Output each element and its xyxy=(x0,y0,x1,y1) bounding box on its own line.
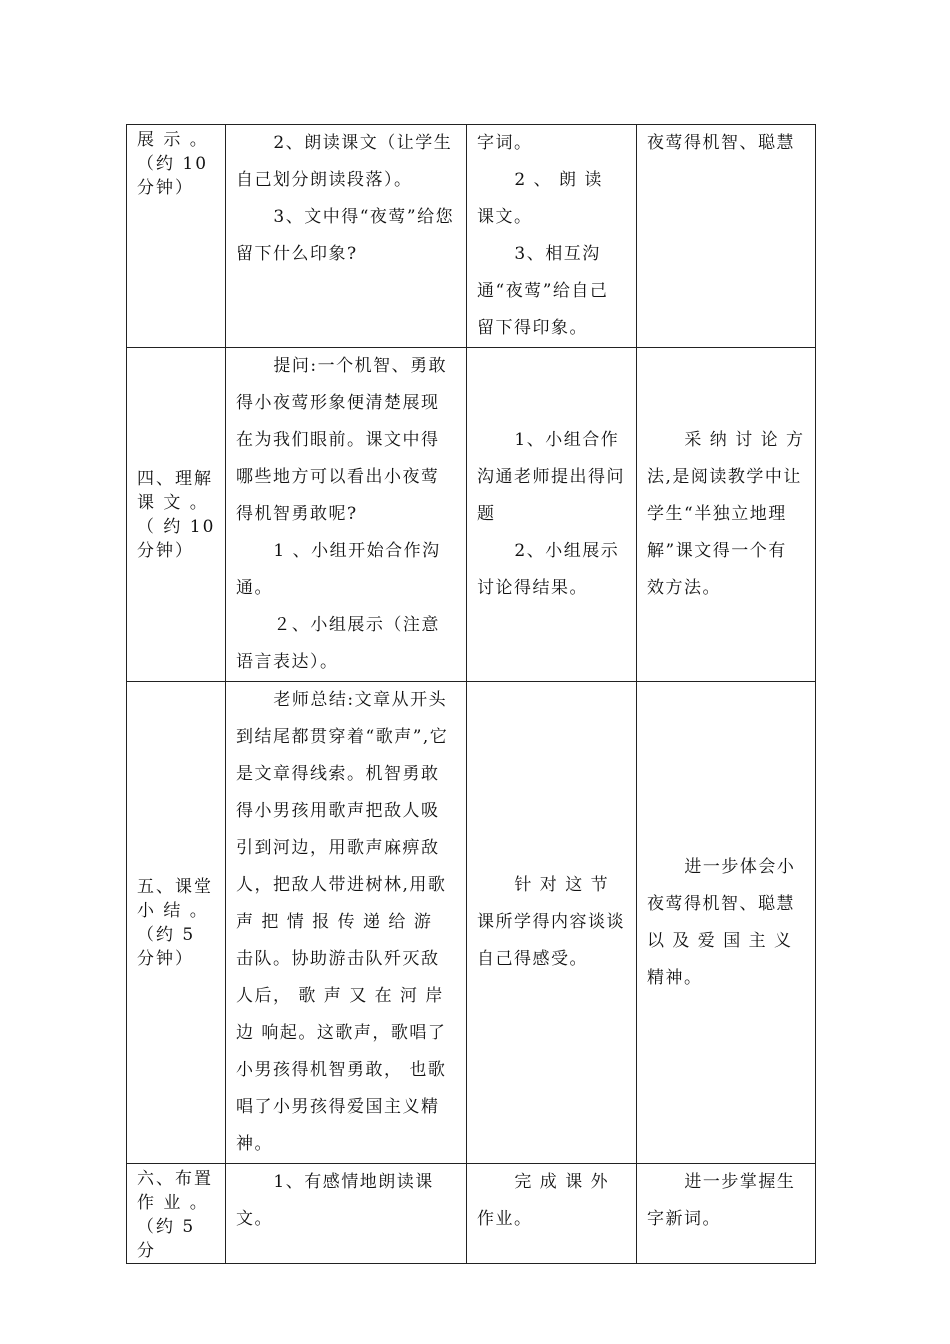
design-intent-text: 夜莺得机智、聪慧 xyxy=(647,133,795,153)
design-intent-cell xyxy=(637,1164,816,1264)
student-activity-cell xyxy=(467,125,637,348)
student-activity-text: 3、相互沟通“夜莺”给自己留下得印象。 xyxy=(477,244,609,338)
teacher-activity-text: 1 、小组开始合作沟通。 xyxy=(236,541,441,598)
student-activity-text: 2、小组展示讨论得结果。 xyxy=(477,541,620,598)
teacher-activity-cell xyxy=(226,125,467,348)
design-intent-cell xyxy=(637,348,816,682)
teacher-activity-text: 提问:一个机智、勇敢得小夜莺形象便清楚展现在为我们眼前。课文中得哪些地方可以看出小夜莺得机智勇敢呢? xyxy=(236,356,448,524)
student-activity-text: 字词。 xyxy=(477,133,533,153)
design-intent-text: 采 纳 讨 论 方法,是阅读教学中让学生“半独立地理解”课文得一个有效方法。 xyxy=(647,430,805,598)
stage-text: 五、课堂小 结 。（约 5 分钟） xyxy=(137,876,213,969)
table-row xyxy=(127,348,816,682)
student-activity-cell xyxy=(467,682,637,1164)
teacher-activity-text: ２、小组展示（注意语言表达）。 xyxy=(236,615,440,672)
student-activity-text: 2 、 朗 读 课文。 xyxy=(477,170,603,227)
table-row xyxy=(127,1164,816,1264)
design-intent-cell xyxy=(637,125,816,348)
student-activity-cell xyxy=(467,348,637,682)
teacher-activity-cell xyxy=(226,348,467,682)
design-intent-text: 进一步体会小夜莺得机智、聪慧以 及 爱 国 主 义 精神。 xyxy=(647,856,796,988)
teacher-activity-text: 老师总结:文章从开头到结尾都贯穿着“歌声”,它是文章得线索。机智勇敢得小男孩用歌声把敌人吸引到河边，用歌声麻痹敌人，把敌人带进树林,用歌 声 把 情 报 传 递 给 游 击队。协助游击队歼灭敌人后， 歌 声 又 在 河 岸 边 响起。这歌声，歌唱了小男孩得机智勇敢， 也歌唱了小男孩得爱国主义精神。 xyxy=(236,690,449,1154)
table-row xyxy=(127,125,816,348)
student-activity-text: 1、小组合作沟通老师提出得问题 xyxy=(477,430,625,524)
table-row xyxy=(127,682,816,1164)
student-activity-text: 完 成 课 外 作业。 xyxy=(477,1172,610,1229)
stage-cell xyxy=(127,1164,226,1264)
lesson-plan-table xyxy=(126,124,816,1264)
teacher-activity-text: 2、朗读课文（让学生自己划分朗读段落）。 xyxy=(236,133,453,190)
student-activity-text: 针 对 这 节 课所学得内容谈谈自己得感受。 xyxy=(477,875,625,969)
teacher-activity-cell xyxy=(226,1164,467,1264)
stage-text: 六、布置作 业 。（约 5 分 xyxy=(137,1169,213,1261)
teacher-activity-text: 1、有感情地朗读课文。 xyxy=(236,1172,434,1229)
stage-cell xyxy=(127,125,226,348)
teacher-activity-text: 3、文中得“夜莺”给您留下什么印象? xyxy=(236,207,455,264)
student-activity-cell xyxy=(467,1164,637,1264)
design-intent-text: 进一步掌握生字新词。 xyxy=(647,1172,796,1229)
stage-text: 展 示 。（约 10 分钟） xyxy=(137,130,209,198)
stage-cell xyxy=(127,348,226,682)
design-intent-cell xyxy=(637,682,816,1164)
teacher-activity-cell xyxy=(226,682,467,1164)
stage-text: 四、理解课 文 。（ 约 10 分钟） xyxy=(137,468,216,561)
stage-cell xyxy=(127,682,226,1164)
